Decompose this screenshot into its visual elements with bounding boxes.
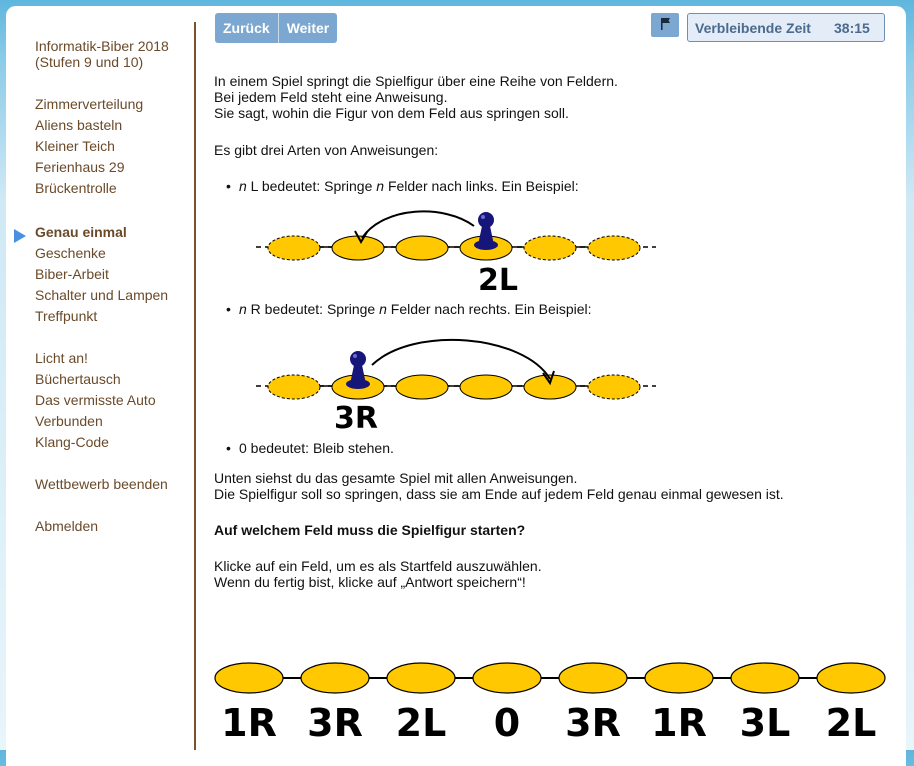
next-button[interactable]: Weiter <box>278 13 338 43</box>
sidebar-item-licht-an[interactable]: Licht an! <box>35 350 88 366</box>
game-field-oval[interactable] <box>559 663 627 693</box>
sidebar-item-schalter-und-lampen[interactable]: Schalter und Lampen <box>35 287 169 303</box>
game-field[interactable] <box>559 663 627 745</box>
instruction-line-2: Wenn du fertig bist, klicke auf „Antwort speichern“! <box>214 574 526 590</box>
bullet-left-text2: Felder nach links. Ein Beispiel: <box>384 178 579 194</box>
pawn-icon <box>346 351 370 389</box>
bullet-zero-rule: • 0 bedeutet: Bleib stehen. <box>239 440 394 456</box>
game-field-instruction: 1R <box>651 701 707 745</box>
game-field-oval[interactable] <box>387 663 455 693</box>
bullet-right-rule <box>239 301 592 317</box>
sidebar-item-buechertausch[interactable]: Büchertausch <box>35 371 121 387</box>
bullet-left-rule <box>239 178 579 194</box>
sidebar <box>6 6 194 539</box>
game-field-instruction: 3L <box>739 701 791 745</box>
game-field-instruction: 0 <box>493 701 521 745</box>
game-field-oval[interactable] <box>301 663 369 693</box>
example-right-label: 3R <box>334 401 378 435</box>
task-navigation <box>215 13 337 43</box>
example-left-label: 2L <box>478 263 518 298</box>
bullet-left-n: n <box>239 178 247 194</box>
bullet-right-n: n <box>239 301 247 317</box>
game-field[interactable] <box>215 663 283 745</box>
game-field[interactable] <box>473 663 541 745</box>
game-field[interactable] <box>301 663 369 745</box>
game-field[interactable] <box>387 663 455 745</box>
sidebar-item-zimmerverteilung[interactable]: Zimmerverteilung <box>35 96 144 112</box>
bullet-right-n2: n <box>379 301 387 317</box>
question: Auf welchem Feld muss die Spielfigur starten? <box>214 522 526 538</box>
remaining-time-label: Verbleibende Zeit <box>695 20 811 36</box>
contest-title <box>35 38 169 70</box>
game-field-instruction: 2L <box>395 701 447 745</box>
game-field[interactable] <box>645 663 713 745</box>
bullet-right-text1: R bedeutet: Springe <box>246 301 380 317</box>
intro-line-3: Sie sagt, wohin die Figur von dem Feld aus springen soll. <box>214 105 569 121</box>
contest-title-line1: Informatik-Biber 2018 <box>35 38 169 54</box>
contest-title-line2: (Stufen 9 und 10) <box>35 54 144 70</box>
example-left-diagram <box>254 198 674 298</box>
instruction-line-1: Klicke auf ein Feld, um es als Startfeld auszuwählen. <box>214 558 542 574</box>
logout-link[interactable]: Abmelden <box>35 518 99 534</box>
bullet-left-text1: L bedeutet: Springe <box>246 178 377 194</box>
game-field-instruction: 1R <box>221 701 277 745</box>
sidebar-item-geschenke[interactable]: Geschenke <box>35 245 106 261</box>
flag-icon <box>660 17 672 31</box>
bullet-right-text2: Felder nach rechts. Ein Beispiel: <box>386 301 592 317</box>
remaining-time <box>687 13 885 42</box>
intro-line-2: Bei jedem Feld steht eine Anweisung. <box>214 89 448 105</box>
sidebar-item-aliens-basteln[interactable]: Aliens basteln <box>35 117 123 133</box>
intro-line-1: In einem Spiel springt die Spielfigur über eine Reihe von Feldern. <box>214 73 618 89</box>
pawn-icon <box>474 212 498 250</box>
sidebar-item-klang-code[interactable]: Klang-Code <box>35 434 109 450</box>
sidebar-item-verbunden[interactable]: Verbunden <box>35 413 103 429</box>
summary-line-2: Die Spielfigur soll so springen, dass sie am Ende auf jedem Feld genau einmal gewesen ist. <box>214 486 784 502</box>
game-field-oval[interactable] <box>731 663 799 693</box>
game-field-instruction: 2L <box>825 701 877 745</box>
current-task-arrow-icon <box>14 229 26 243</box>
types-heading: Es gibt drei Arten von Anweisungen: <box>214 142 439 158</box>
game-field-oval[interactable] <box>645 663 713 693</box>
game-board <box>208 656 894 750</box>
example-right-diagram <box>254 335 674 435</box>
sidebar-item-biber-arbeit[interactable]: Biber-Arbeit <box>35 266 109 282</box>
game-field-oval[interactable] <box>473 663 541 693</box>
sidebar-item-ferienhaus-29[interactable]: Ferienhaus 29 <box>35 159 125 175</box>
sidebar-divider <box>194 22 196 750</box>
bullet-left-n2: n <box>376 178 385 194</box>
game-field-instruction: 3R <box>565 701 621 745</box>
game-field-instruction: 3R <box>307 701 363 745</box>
game-field[interactable] <box>731 663 799 745</box>
back-button[interactable]: Zurück <box>215 13 278 43</box>
sidebar-item-treffpunkt[interactable]: Treffpunkt <box>35 308 98 324</box>
game-field[interactable] <box>817 663 885 745</box>
sidebar-item-brueckentrolle[interactable]: Brückentrolle <box>35 180 117 196</box>
summary-line-1: Unten siehst du das gesamte Spiel mit allen Anweisungen. <box>214 470 578 486</box>
end-contest-link[interactable]: Wettbewerb beenden <box>35 476 168 492</box>
sidebar-item-genau-einmal[interactable]: Genau einmal <box>35 224 127 240</box>
sidebar-item-kleiner-teich[interactable]: Kleiner Teich <box>35 138 115 154</box>
game-field-oval[interactable] <box>215 663 283 693</box>
flag-button[interactable] <box>651 13 679 37</box>
remaining-time-value: 38:15 <box>834 20 870 36</box>
game-field-oval[interactable] <box>817 663 885 693</box>
sidebar-item-das-vermisste-auto[interactable]: Das vermisste Auto <box>35 392 156 408</box>
